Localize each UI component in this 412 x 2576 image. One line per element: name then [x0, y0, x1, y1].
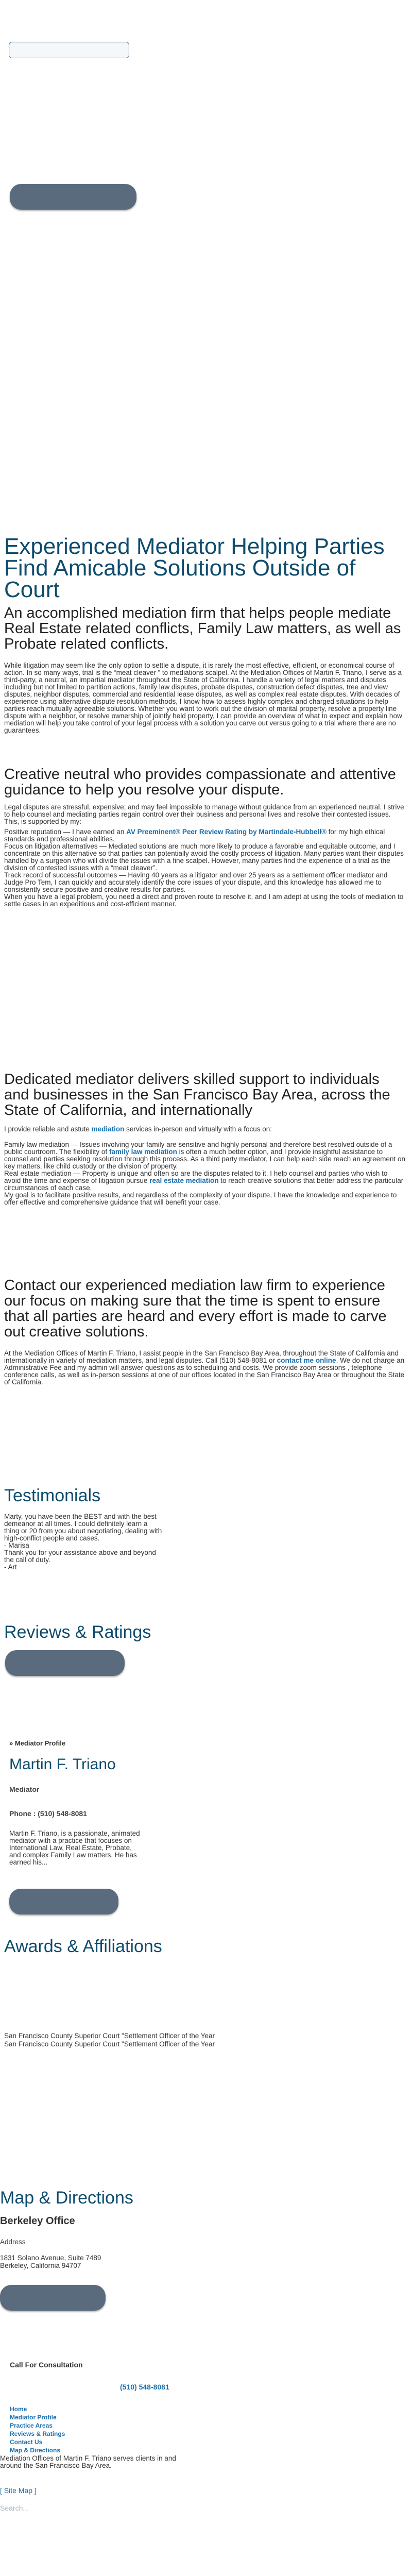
footer-nav-home[interactable]: Home — [10, 2405, 27, 2413]
map-directions-button[interactable] — [0, 2285, 106, 2311]
section3-p4: My goal is to facilitate positive results, and regardless of the complexity of your dispute, I have the knowledge and experience to offer effective and comprehensive guidance that will benefit your case. — [4, 1191, 397, 1206]
intro-heading: An accomplished mediation firm that helps people mediate Real Estate related conflicts, Family Law matters, as well as Probate related conflicts. — [4, 605, 401, 652]
testimonial-1-author: - Marisa — [4, 1541, 29, 1549]
profile-section-label: » Mediator Profile — [9, 1739, 66, 1747]
page-title: Experienced Mediator Helping Parties Find Amicable Solutions Outside of Court — [4, 534, 385, 602]
profile-name: Martin F. Triano — [9, 1756, 116, 1773]
section2-p2-pre: Positive reputation — I have earned an — [4, 828, 127, 836]
section2-p4: Track record of successful outcomes — Having 40 years as a litigator and over 25 years as a settlement officer mediator and Judge Pro Tem, I can quickly and accurately identify the core issues of your dispute, and this knowledge has allowed me to consistently secure positive and creative results for parties. — [4, 871, 388, 893]
footer-nav-mediator-profile[interactable]: Mediator Profile — [10, 2414, 57, 2421]
award-1: San Francisco County Superior Court "Settlement Officer of the Year — [4, 2032, 215, 2040]
section3-p2 — [4, 1141, 406, 1170]
section2-p5: When you have a legal problem, you need a direct and proven route to resolve it, and I am adept at using the tools of mediation to settle cases in an expeditious and cost-efficient manner. — [4, 893, 404, 908]
profile-bio: Martin F. Triano, is a passionate, animated mediator with a practice that focuses on International Law, Real Estate, Probate, and complex Family Law matters. He has earned his... — [9, 1829, 140, 1866]
section3-p1-post: services in-person and virtually with a focus on: — [124, 1125, 272, 1133]
testimonials-list — [4, 1513, 164, 1571]
section3-p1 — [4, 1126, 406, 1133]
testimonial-1: Marty, you have been the BEST and with the best demeanor at all times. I could definitely learn a thing or 20 from you about negotiating, dealing with high-conflict people and cases. — [4, 1513, 162, 1542]
header-search-box[interactable] — [9, 42, 129, 58]
map-address-line1: 1831 Solano Avenue, Suite 7489 — [0, 2254, 101, 2262]
footer-nav — [0, 2405, 65, 2454]
profile-phone: Phone : (510) 548-8081 — [9, 1809, 87, 1818]
contact-online-link[interactable]: contact me online — [277, 1357, 336, 1364]
section2-heading: Creative neutral who provides compassionate and attentive guidance to help you resolve your dispute. — [4, 766, 396, 798]
footer-call-label: Call For Consultation — [10, 2361, 83, 2369]
section4-heading: Contact our experienced mediation law firm to experience our focus on making sure that the time is spent to ensure that all parties are heard and every effort is made to carve out creative solutions. — [4, 1277, 387, 1340]
section4-p1 — [4, 1350, 406, 1386]
section2-p3: Focus on litigation alternatives — Mediated solutions are much more likely to produce a favorable and equitable outcome, and I concentrate on this alternative so that parties can potentially avoid the costly process of litigation. Many parties want their disputes handled by a surgeon who will divide the issues with a fine scalpel. However, many parties find the experience of a trial as the division of contested issues with a “meat cleaver”. — [4, 842, 404, 872]
section3-p3-pre: Real estate mediation — Property is unique and often so are the disputes related to it. I help counsel and parties who wish to avoid the time and expense of litigation pursue — [4, 1170, 388, 1184]
footer-nav-contact-us[interactable]: Contact Us — [10, 2438, 43, 2446]
reviews-button[interactable] — [5, 1650, 125, 1676]
section3-p2-post: is often a much better option, and I provide insightful assistance to counsel and parties seeking resolution through this process. As a third party mediator, I can help each side reach an agreement on key matters, like child custody or the division of property. — [4, 1148, 405, 1170]
family-law-mediation-link[interactable]: family law mediation — [109, 1148, 177, 1156]
section3-p1-pre: I provide reliable and astute — [4, 1125, 92, 1133]
map-address-label: Address — [0, 2238, 26, 2246]
map-heading: Map & Directions — [0, 2188, 133, 2208]
testimonial-2: Thank you for your assistance above and beyond the call of duty. — [4, 1549, 156, 1564]
footer-nav-reviews-ratings[interactable]: Reviews & Ratings — [10, 2430, 65, 2437]
peer-review-link[interactable]: AV Preeminent® Peer Review Rating by Martindale-Hubbell® — [126, 828, 327, 836]
section3-p3 — [4, 1170, 406, 1192]
section4-p1-post: . We do not charge an Administrative Fee and my admin will answer questions as to scheduling and costs. We provide zoom sessions , telephone conference calls, as well as in-person sessions at one of our offices located in the San Francisco Bay Area or throughout the State of California. — [4, 1357, 405, 1386]
profile-button[interactable] — [9, 1889, 118, 1914]
footer-sitemap-link[interactable]: [ Site Map ] — [0, 2486, 37, 2495]
section3-p2-pre: Family law mediation — Issues involving your family are sensitive and highly personal and therefore best resolved outside of a public courtroom. The flexibility of — [4, 1141, 392, 1156]
section3-heading: Dedicated mediator delivers skilled support to individuals and businesses in the San Francisco Bay Area, across the State of California, and internationally — [4, 1071, 390, 1118]
testimonials-heading: Testimonials — [4, 1486, 101, 1505]
map-office: Berkeley Office — [0, 2215, 75, 2227]
footer-nav-map-directions[interactable]: Map & Directions — [10, 2447, 61, 2454]
awards-heading: Awards & Affiliations — [4, 1937, 162, 1956]
section3-text — [4, 1126, 406, 1206]
hero-cta-button[interactable] — [10, 184, 136, 210]
real-estate-mediation-link[interactable]: real estate mediation — [149, 1177, 219, 1184]
intro-paragraph: While litigation may seem like the only option to settle a dispute, it is rarely the most effective, efficient, or economical course of action. In so many ways, trial is the “meat cleaver ” to mediations scalpel. At the Mediation Offices of Martin F. Triano, I serve as a third-party, a neutral, an impartial mediator throughout the State of California. I handle a variety of legal matters and disputes including but not limited to partition actions, family law disputes, probate disputes, construction defect disputes, tree and view disputes, neighbor disputes, commercial and residential lease disputes, as well as complex real estate disputes. With decades of experience using alternative dispute resolution methods, I know how to assess highly complex and charged situations to help parties reach mutually agreeable solutions. Whether you want to work out the division of marital property, resolve a property line dispute with a neighbor, or resolve ownership of jointly held property, I can provide an overview of what to expect and explain how mediation will help you take control of your legal process with a solution you carve out versus going to a trial where there are no guarantees. — [4, 662, 402, 734]
map-address-line2: Berkeley, California 94707 — [0, 2262, 81, 2269]
mediation-link[interactable]: mediation — [91, 1125, 125, 1133]
section2-text — [4, 804, 406, 908]
section2-p2-post: for my high ethical standards and professional abilities. — [4, 828, 385, 843]
footer-nav-practice-areas[interactable]: Practice Areas — [10, 2422, 53, 2429]
testimonial-2-author: - Art — [4, 1563, 17, 1571]
section3-p3-post: to reach creative solutions that better address the particular circumstances of each case. — [4, 1177, 404, 1192]
footer-phone[interactable]: (510) 548-8081 — [120, 2383, 169, 2391]
section2-p1: Legal disputes are stressful, expensive; and may feel impossible to manage without guidance from an experienced neutral. I strive to help counsel and mediating parties regain control over their business and personal lives and resolve their contested issues. This, is supported by my: — [4, 803, 404, 825]
footer-search-input[interactable]: Search... — [0, 2504, 29, 2512]
section4-p1-pre: At the Mediation Offices of Martin F. Triano, I assist people in the San Francisco Bay Area, throughout the State of California and internationally in variety of mediation matters, and legal disputes. Call (510) 548-8081 or — [4, 1349, 399, 1364]
profile-role: Mediator — [9, 1785, 40, 1793]
award-2: San Francisco County Superior Court "Settlement Officer of the Year — [4, 2040, 215, 2048]
reviews-heading: Reviews & Ratings — [4, 1622, 151, 1642]
footer-blurb: Mediation Offices of Martin F. Triano serves clients in and around the San Francisco Bay Area. — [0, 2454, 176, 2469]
section2-p2 — [4, 828, 406, 843]
